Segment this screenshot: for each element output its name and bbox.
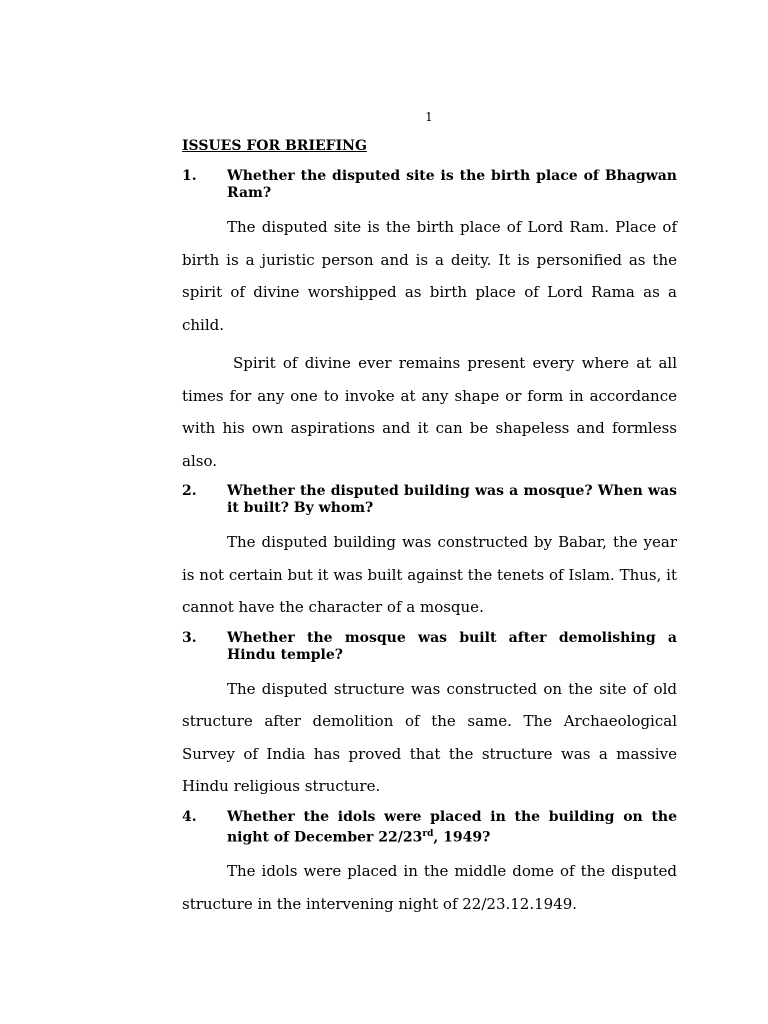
issue-4-paragraph-1: The idols were placed in the middle dome of the disputed structure in the intervening night of 22/23.12.1949. [182,862,677,913]
issue-2-question [182,483,677,517]
issue-number: 2. [182,483,197,499]
issue-number: 3. [182,629,197,646]
issue-2-paragraph-1: The disputed building was constructed by Babar, the year is not certain but it was built against the tenets of Islam. Thus, it cannot have the character of a mosque. [182,533,677,616]
ordinal-superscript: rd [422,828,434,839]
issue-1-question [182,168,677,202]
issue-number: 4. [182,808,197,825]
issue-1-paragraph-1: The disputed site is the birth place of Lord Ram. Place of birth is a juristic person and is a deity. It is personified as the spirit of divine worshipped as birth place of Lord Rama as a child. [182,218,677,334]
document-heading: ISSUES FOR BRIEFING [182,138,367,154]
issue-question-text: Whether the mosque was built after demolishing a Hindu temple? [227,629,677,663]
page-number: 1 [425,110,433,124]
issue-1-paragraph-2: Spirit of divine ever remains present every where at all times for any one to invoke at any shape or form in accordance with his own aspirations and it can be shapeless and formless also. [182,354,677,470]
issue-question-text [227,809,677,847]
issue-4-question [182,809,677,847]
document-body [182,137,677,926]
issue-3-question [182,630,677,664]
issue-3-paragraph-1: The disputed structure was constructed on the site of old structure after demolition of the same. The Archaeological Survey of India has proved that the structure was a massive Hindu religious structure. [182,679,677,795]
issue-question-text: Whether the disputed building was a mosque? When was it built? By whom? [227,483,677,516]
issue-question-text-main: Whether the idols were placed in the building on the night of December 22/23 [227,808,677,846]
issue-question-text: Whether the disputed site is the birth place of Bhagwan Ram? [227,168,677,201]
issue-question-text-end: , 1949? [433,829,491,846]
issue-number: 1. [182,168,197,184]
